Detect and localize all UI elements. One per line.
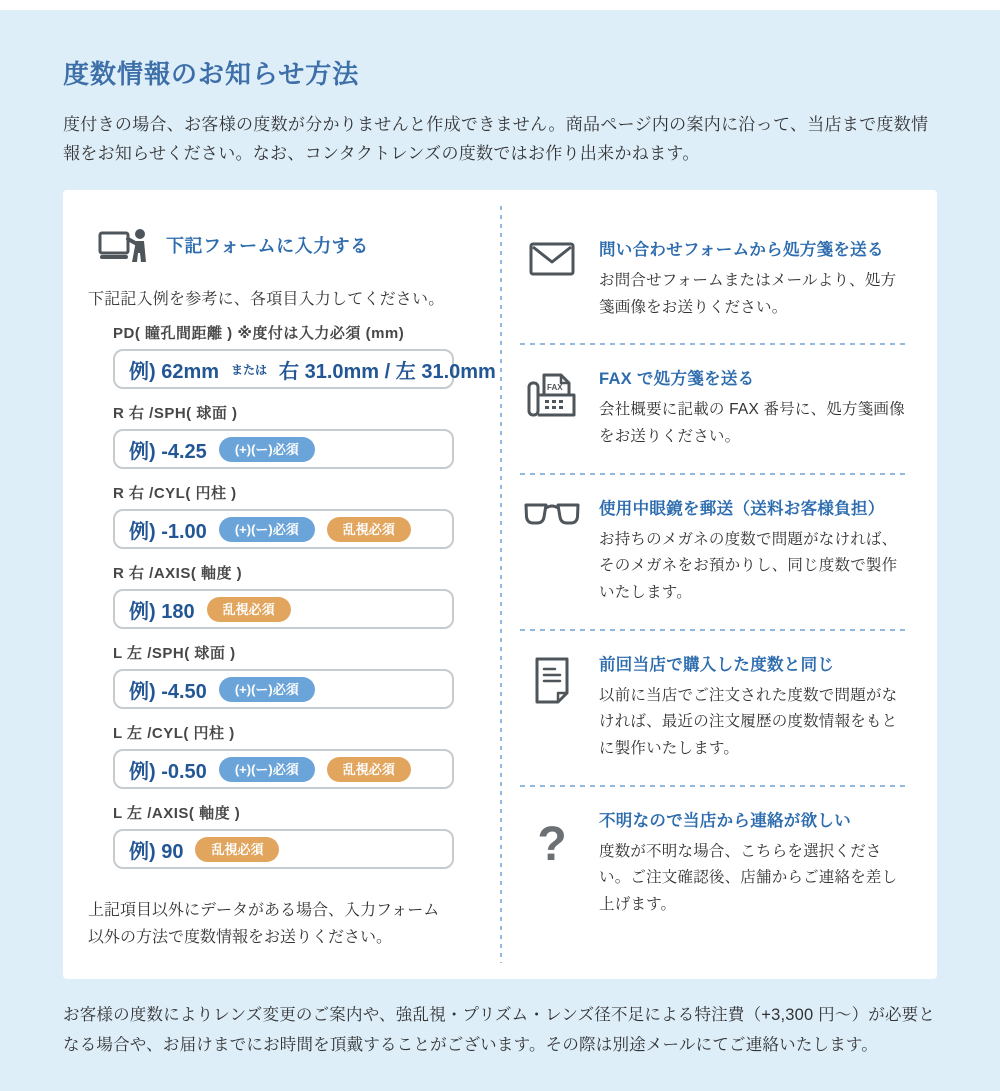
method-title: FAX で処方箋を送る <box>599 370 755 389</box>
method-title: 前回当店で購入した度数と同じ <box>599 655 835 674</box>
method-text <box>599 651 907 763</box>
field-label-l-axis: L 左 /AXIS( 軸度 ) <box>113 805 241 823</box>
fax-icon <box>520 365 584 450</box>
example-value-2: 右 31.0mm / 左 31.0mm <box>279 360 496 383</box>
field-l-axis <box>113 802 454 869</box>
svg-text:FAX: FAX <box>547 383 563 393</box>
document-icon <box>520 651 584 763</box>
example-box-l-sph <box>113 669 454 709</box>
page-title: 度数情報のお知らせ方法 <box>63 59 360 89</box>
field-label-r-sph: R 右 /SPH( 球面 ) <box>113 405 238 423</box>
example-box-r-axis <box>113 589 454 629</box>
glasses-icon <box>520 495 584 607</box>
form-note: 上記項目以外にデータがある場合、入力フォーム以外の方法で度数情報をお送りください。 <box>88 902 440 947</box>
form-column-title: 下記フォームに入力する <box>166 236 369 257</box>
example-value: 例) 62mm <box>129 360 220 383</box>
method-text <box>599 807 907 919</box>
field-r-sph <box>113 402 454 469</box>
example-value: 例) -1.00 <box>129 520 207 543</box>
example-connector: または <box>231 362 268 377</box>
required-sign-badge: (+)(ー)必須 <box>219 517 315 542</box>
method-text <box>599 236 907 321</box>
example-box-r-cyl <box>113 509 454 549</box>
form-fields <box>113 322 496 869</box>
method-text <box>599 495 907 607</box>
example-value: 例) -4.25 <box>129 440 207 463</box>
method-unknown-contact <box>520 787 907 941</box>
method-title: 使用中眼鏡を郵送（送料お客様負担） <box>599 499 885 518</box>
method-mail-glasses <box>520 475 907 629</box>
method-body: 以前に当店でご注文された度数で問題がなければ、最近の注文履歴の度数情報をもとに製作いたします。 <box>599 686 898 757</box>
question-icon: ? <box>537 817 567 871</box>
field-label-pd: PD( 瞳孔間距離 ) ※度付は入力必須 (mm) <box>113 325 405 343</box>
method-body: 会社概要に記載の FAX 番号に、処方箋画像をお送りください。 <box>599 401 905 446</box>
form-column <box>63 190 500 979</box>
page-footer-note: お客様の度数によりレンズ変更のご案内や、強乱視・プリズム・レンズ径不足による特注費（+3,300 円～）が必要となる場合や、お届けまでにお時間を頂戴することがございます。その際は別途メールにてご連絡いたします。 <box>63 1006 936 1055</box>
required-astigmatism-badge: 乱視必須 <box>327 757 411 782</box>
form-subtitle: 下記記入例を参考に、各項目入力してください。 <box>88 291 445 309</box>
example-box-pd <box>113 349 496 389</box>
field-pd <box>113 322 496 389</box>
method-contact-form <box>520 216 907 343</box>
required-astigmatism-badge: 乱視必須 <box>207 597 291 622</box>
required-astigmatism-badge: 乱視必須 <box>195 837 279 862</box>
field-r-axis <box>113 562 454 629</box>
method-title: 問い合わせフォームから処方箋を送る <box>599 241 884 260</box>
field-l-sph <box>113 642 454 709</box>
method-previous-order <box>520 631 907 785</box>
field-l-cyl <box>113 722 454 789</box>
field-label-l-sph: L 左 /SPH( 球面 ) <box>113 645 236 663</box>
form-header <box>98 226 454 264</box>
method-body: お問合せフォームまたはメールより、処方箋画像をお送りください。 <box>599 272 897 316</box>
example-value: 例) -4.50 <box>129 680 207 703</box>
field-r-cyl <box>113 482 454 549</box>
presenter-icon <box>98 226 150 264</box>
example-value: 例) -0.50 <box>129 760 207 783</box>
field-label-r-axis: R 右 /AXIS( 軸度 ) <box>113 565 243 583</box>
method-text <box>599 365 907 450</box>
field-label-r-cyl: R 右 /CYL( 円柱 ) <box>113 485 237 503</box>
method-title: 不明なので当店から連絡が欲しい <box>599 811 851 830</box>
methods-column <box>502 190 937 979</box>
example-value: 例) 90 <box>129 840 184 863</box>
method-fax <box>520 345 907 472</box>
example-box-l-axis <box>113 829 454 869</box>
example-value: 例) 180 <box>129 600 195 623</box>
intro-text: 度付きの場合、お客様の度数が分かりませんと作成できません。商品ページ内の案内に沿って、当店まで度数情報をお知らせください。なお、コンタクトレンズの度数ではお作り出来かねます。 <box>63 115 929 163</box>
required-sign-badge: (+)(ー)必須 <box>219 437 315 462</box>
example-box-l-cyl <box>113 749 454 789</box>
top-white-strip <box>0 0 1000 10</box>
methods-card <box>63 190 937 979</box>
method-body: 度数が不明な場合、こちらを選択ください。ご注文確認後、店舗からご連絡を差し上げます。 <box>599 842 898 913</box>
method-body: お持ちのメガネの度数で問題がなければ、そのメガネをお預かりし、同じ度数で製作いたします。 <box>599 530 898 602</box>
field-label-l-cyl: L 左 /CYL( 円柱 ) <box>113 725 235 743</box>
required-astigmatism-badge: 乱視必須 <box>327 517 411 542</box>
required-sign-badge: (+)(ー)必須 <box>219 677 315 702</box>
envelope-icon <box>520 236 584 321</box>
required-sign-badge: (+)(ー)必須 <box>219 757 315 782</box>
example-box-r-sph <box>113 429 454 469</box>
prescription-info-section <box>0 10 1000 979</box>
